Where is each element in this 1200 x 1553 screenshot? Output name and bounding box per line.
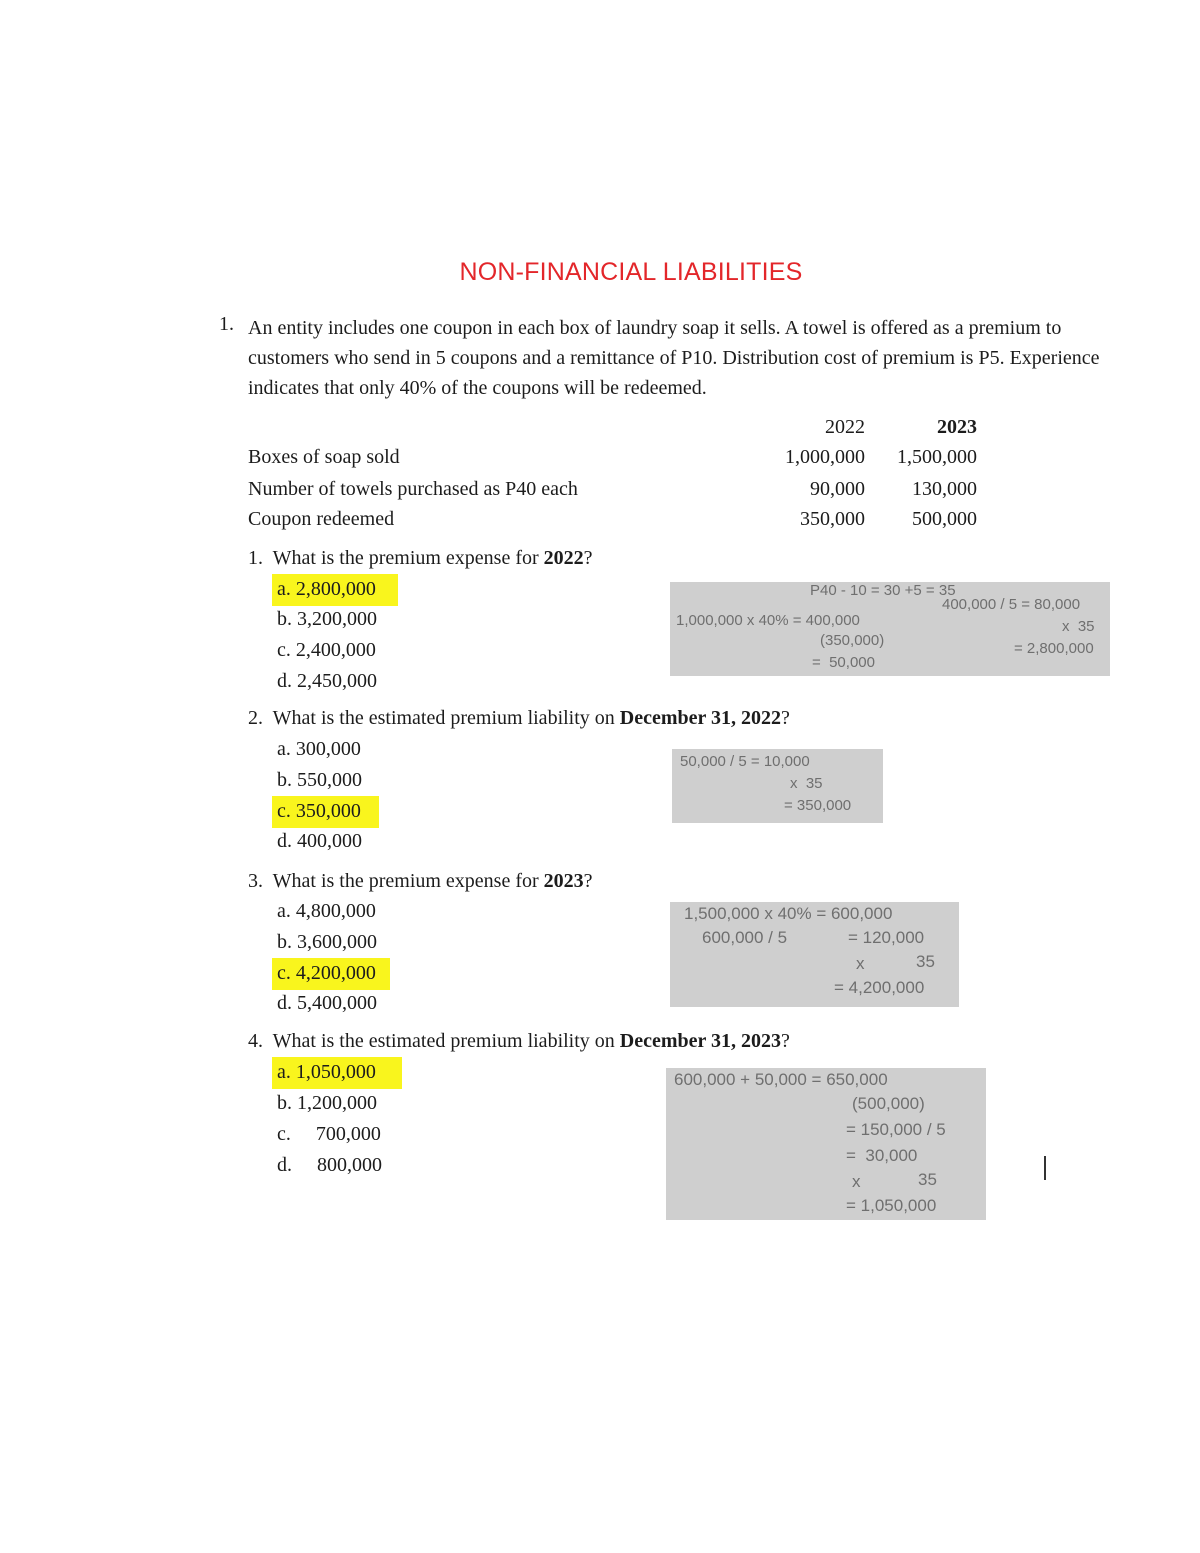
option-letter: a.: [277, 900, 291, 922]
option-letter: b.: [277, 931, 292, 953]
option-value: 2,450,000: [297, 670, 377, 692]
question-bold: 2023: [543, 870, 584, 892]
question-bold: December 31, 2022: [619, 707, 782, 729]
option-letter: b.: [277, 1092, 292, 1114]
work-line: (350,000): [820, 632, 885, 649]
table-row-label: Boxes of soap sold: [248, 446, 400, 468]
answer-option-correct[interactable]: [277, 1061, 402, 1084]
option-letter: d.: [277, 830, 292, 852]
answer-option-correct[interactable]: [277, 800, 379, 823]
answer-option[interactable]: [277, 1123, 381, 1146]
question-text: What is the estimated premium liability on: [272, 707, 620, 729]
option-value: 800,000: [317, 1154, 382, 1176]
table-cell: 500,000: [912, 508, 977, 530]
work-line: = 350,000: [784, 797, 852, 814]
question-end: ?: [781, 707, 790, 729]
work-line: P40 - 10 = 30 +5 = 35: [810, 582, 956, 599]
work-line: x: [852, 1172, 861, 1191]
question-end: ?: [781, 1030, 790, 1052]
option-value: 2,400,000: [295, 639, 376, 661]
table-row-label: Number of towels purchased as P40 each: [248, 478, 578, 500]
option-letter: b.: [277, 608, 292, 630]
table-cell: 130,000: [912, 478, 977, 500]
option-letter: d.: [277, 992, 292, 1014]
option-value: 5,400,000: [297, 992, 377, 1014]
option-letter: a.: [277, 1061, 291, 1083]
question-bold: 2022: [543, 547, 584, 569]
work-line: = 1,050,000: [846, 1196, 937, 1215]
question-text: What is the estimated premium liability on: [272, 1030, 620, 1052]
problem-line: customers who send in 5 coupons and a remittance of P10. Distribution cost of premium is P5. Experience: [248, 347, 1100, 369]
problem-statement: [248, 313, 1100, 403]
table-cell: 1,500,000: [897, 446, 977, 468]
question-text: What is the premium expense for: [272, 547, 544, 569]
solution-box-2: [672, 749, 883, 823]
problem-number: 1.: [219, 313, 234, 335]
answer-option[interactable]: [277, 931, 377, 954]
question-1: [248, 547, 593, 570]
question-number: 4.: [248, 1030, 263, 1052]
solution-box-4: [666, 1068, 986, 1220]
question-number: 3.: [248, 870, 263, 892]
answer-option[interactable]: [277, 992, 377, 1015]
option-value: 350,000: [295, 800, 361, 822]
question-bold: December 31, 2023: [619, 1030, 782, 1052]
work-line: = 30,000: [846, 1146, 918, 1165]
work-line: 600,000 + 50,000 = 650,000: [674, 1070, 888, 1089]
work-line: x 35: [790, 775, 823, 792]
problem-line: An entity includes one coupon in each box of laundry soap it sells. A towel is offered as a premium to: [248, 317, 1062, 339]
text-cursor: [1044, 1156, 1046, 1180]
answer-option[interactable]: [277, 1092, 377, 1115]
answer-option[interactable]: [277, 738, 361, 761]
option-letter: d.: [277, 1154, 292, 1176]
question-end: ?: [583, 870, 593, 892]
option-letter: c.: [277, 800, 291, 822]
question-number: 1.: [248, 547, 263, 569]
problem-line: indicates that only 40% of the coupons will be redeemed.: [248, 377, 707, 399]
year-header-2022: 2022: [825, 416, 865, 438]
answer-option[interactable]: [277, 769, 362, 792]
work-line: = 4,200,000: [834, 978, 925, 997]
option-value: 2,800,000: [295, 578, 376, 600]
answer-option[interactable]: [277, 830, 362, 853]
option-letter: a.: [277, 578, 291, 600]
table-cell: 90,000: [810, 478, 865, 500]
option-value: 3,200,000: [297, 608, 377, 630]
question-2: [248, 707, 790, 730]
question-4: [248, 1030, 790, 1053]
option-value: 1,050,000: [295, 1061, 376, 1083]
answer-option-correct[interactable]: [277, 962, 390, 985]
answer-option[interactable]: [277, 639, 376, 662]
solution-box-1: [670, 582, 1110, 676]
option-letter: a.: [277, 738, 291, 760]
question-end: ?: [583, 547, 593, 569]
option-value: 400,000: [297, 830, 362, 852]
question-text: What is the premium expense for: [272, 870, 544, 892]
work-line: 50,000 / 5 = 10,000: [680, 753, 810, 770]
work-line: 35: [918, 1170, 937, 1189]
option-letter: c.: [277, 1123, 291, 1145]
option-value: 3,600,000: [297, 931, 377, 953]
option-letter: b.: [277, 769, 292, 791]
work-line: 1,500,000 x 40% = 600,000: [684, 904, 893, 923]
work-line: 1,000,000 x 40% = 400,000: [676, 612, 860, 629]
work-line: 600,000 / 5: [702, 928, 788, 947]
work-line: x: [856, 954, 865, 973]
table-cell: 350,000: [800, 508, 865, 530]
work-line: = 50,000: [812, 654, 875, 671]
page-title: NON-FINANCIAL LIABILITIES: [459, 258, 803, 286]
answer-option[interactable]: [277, 1154, 382, 1177]
option-value: 4,200,000: [295, 962, 376, 984]
option-letter: d.: [277, 670, 292, 692]
option-value: 550,000: [297, 769, 362, 791]
answer-option-correct[interactable]: [277, 578, 398, 601]
solution-box-3: [670, 902, 959, 1007]
table-row-label: Coupon redeemed: [248, 508, 395, 530]
work-line: x 35: [1062, 618, 1095, 635]
option-value: 300,000: [295, 738, 361, 760]
question-3: [248, 870, 593, 893]
year-header-2023: 2023: [937, 416, 977, 438]
option-letter: c.: [277, 639, 291, 661]
question-number: 2.: [248, 707, 263, 729]
work-line: (500,000): [852, 1094, 925, 1113]
option-value: 700,000: [315, 1123, 381, 1145]
work-line: 400,000 / 5 = 80,000: [942, 596, 1081, 613]
table-cell: 1,000,000: [785, 446, 865, 468]
option-letter: c.: [277, 962, 291, 984]
work-line: = 150,000 / 5: [846, 1120, 946, 1139]
answer-option[interactable]: [277, 900, 376, 923]
answer-option[interactable]: [277, 608, 377, 631]
option-value: 4,800,000: [295, 900, 376, 922]
work-line: = 120,000: [848, 928, 925, 947]
option-value: 1,200,000: [297, 1092, 377, 1114]
work-line: 35: [916, 952, 935, 971]
answer-option[interactable]: [277, 670, 377, 693]
work-line: = 2,800,000: [1014, 640, 1094, 657]
